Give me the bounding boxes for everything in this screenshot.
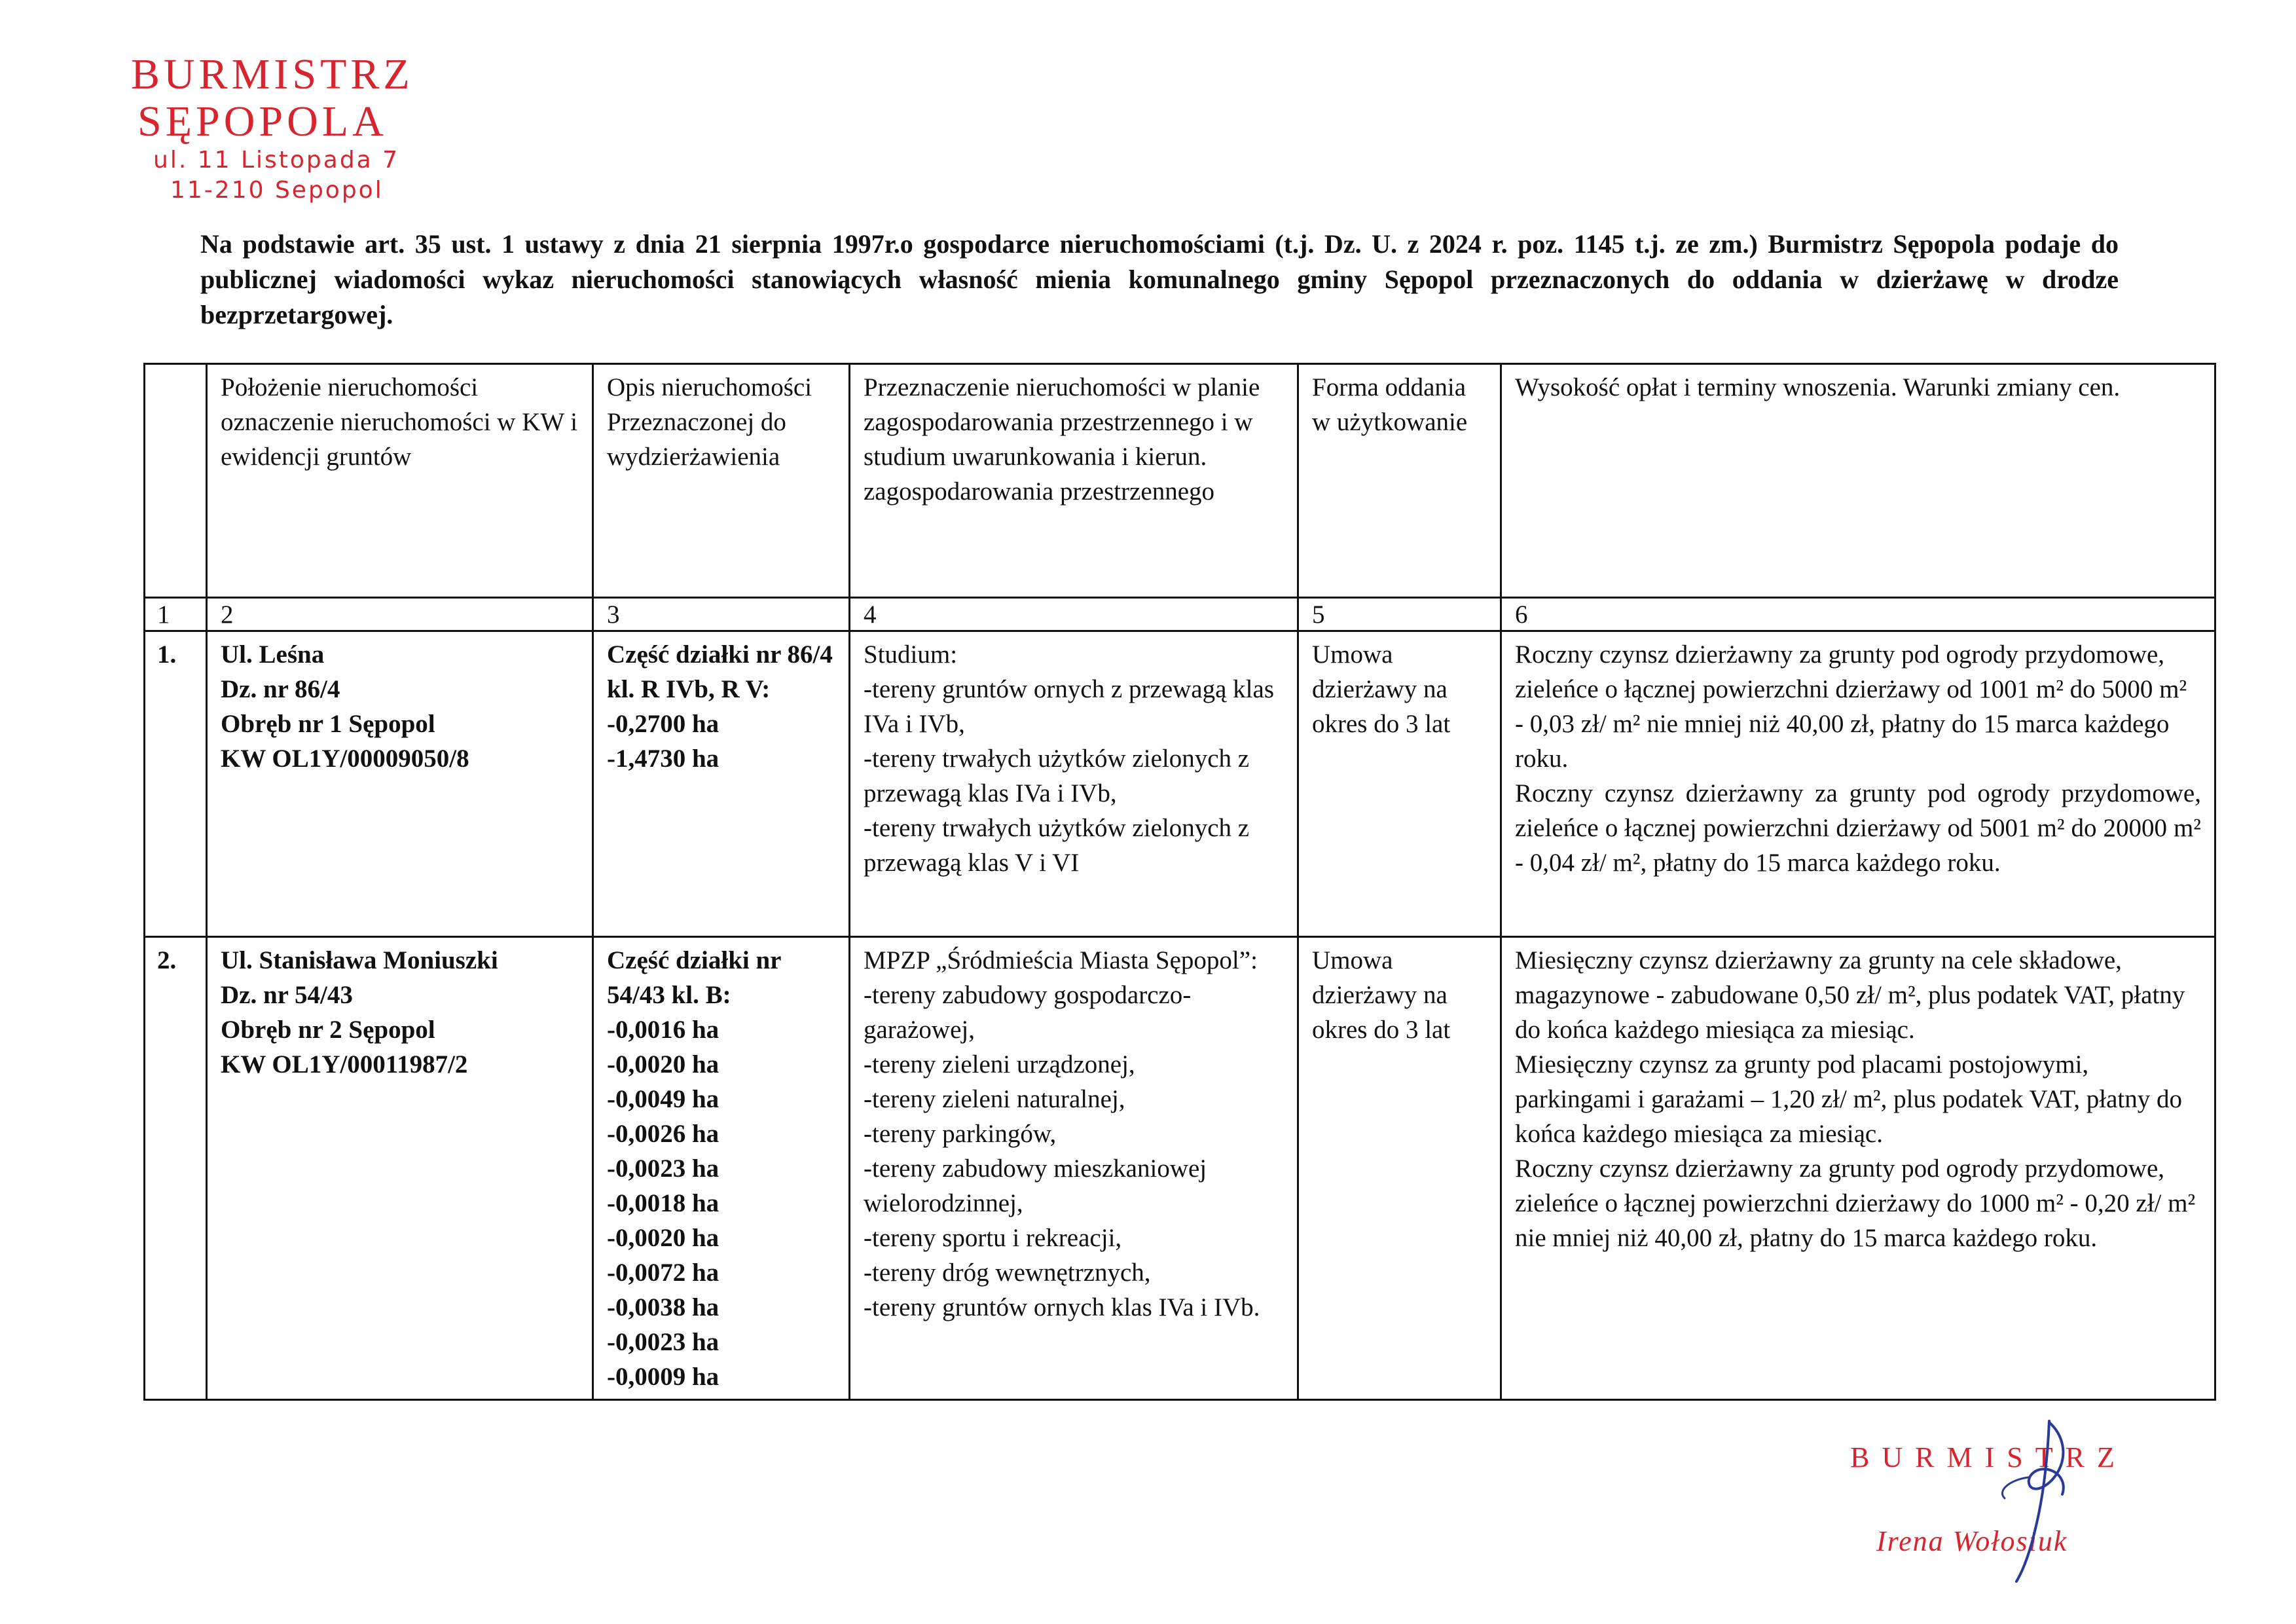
row-number: 1. (145, 631, 207, 937)
column-number: 6 (1501, 598, 2215, 631)
purpose-heading: MPZP „Śródmieścia Miasta Sępopol”: (864, 946, 1258, 974)
purpose-item: -tereny parkingów, (864, 1120, 1057, 1148)
column-number: 5 (1298, 598, 1501, 631)
form-cell: Umowa dzierżawy na okres do 3 lat (1298, 631, 1501, 937)
area-value: -0,0020 ha (607, 1224, 720, 1252)
description-heading: Część działki nr 86/4 kl. R IVb, R V: (607, 640, 833, 703)
handwritten-signature (1971, 1414, 2088, 1585)
stamp-street-address: ul. 11 Listopada 7 (153, 147, 400, 174)
stamp-town-name: SĘPOPOLA (137, 98, 388, 145)
purpose-heading: Studium: (864, 640, 958, 669)
header-cell-fees: Wysokość opłat i terminy wnoszenia. Warunki zmiany cen. (1501, 364, 2215, 598)
area-value: -0,0016 ha (607, 1016, 720, 1044)
description-heading: Część działki nr 54/43 kl. B: (607, 946, 781, 1009)
location-parcel: Dz. nr 86/4 (221, 675, 340, 703)
fee-paragraph: Roczny czynsz dzierżawny za grunty pod ogrody przydomowe, zieleńce o łącznej powierzchni dzierżawy do 1000 m² - 0,20 zł/ m² nie mniej niż 40,00 zł, płatny do 15 marca każdego roku. (1515, 1154, 2196, 1252)
area-value: -0,2700 ha (607, 710, 720, 738)
purpose-item: -tereny zabudowy gospodarczo-garażowej, (864, 981, 1192, 1044)
purpose-item: -tereny dróg wewnętrznych, (864, 1259, 1151, 1287)
header-cell-form: Forma oddania w użytkowanie (1298, 364, 1501, 598)
row-number: 2. (145, 937, 207, 1400)
intro-paragraph: Na podstawie art. 35 ust. 1 ustawy z dnia 21 sierpnia 1997r.o gospodarce nieruchomościami (t.j. Dz. U. z 2024 r. poz. 1145 t.j. ze zm.) Burmistrz Sępopola podaje do publicznej wiadomości wykaz nieruchomości stanowiących własność mienia komunalnego gminy Sępopol przeznaczonych do oddania w dzierżawę w drodze bezprzetargowej. (200, 229, 2119, 329)
fees-cell (1501, 937, 2215, 1400)
location-precinct: Obręb nr 2 Sępopol (221, 1016, 435, 1044)
form-cell: Umowa dzierżawy na okres do 3 lat (1298, 937, 1501, 1400)
location-cell (207, 937, 593, 1400)
fee-paragraph: Roczny czynsz dzierżawny za grunty pod ogrody przydomowe, zieleńce o łącznej powierzchni dzierżawy od 1001 m² do 5000 m² - 0,03 zł/ m² nie mniej niż 40,00 zł, płatny do 15 marca każdego roku. (1515, 640, 2187, 773)
fee-paragraph: Roczny czynsz dzierżawny za grunty pod ogrody przydomowe, zieleńce o łącznej powierzchni dzierżawy od 5001 m² do 20000 m² - 0,04 zł/ m², płatny do 15 marca każdego roku. (1515, 779, 2201, 877)
purpose-item: -tereny zabudowy mieszkaniowej wielorodzinnej, (864, 1154, 1207, 1217)
location-street: Ul. Stanisława Moniuszki (221, 946, 498, 974)
column-number: 1 (145, 598, 207, 631)
header-stamp (131, 51, 498, 206)
stamp-office-title: BURMISTRZ (131, 50, 414, 98)
area-value: -0,0072 ha (607, 1259, 720, 1287)
area-value: -0,0009 ha (607, 1363, 720, 1391)
location-precinct: Obręb nr 1 Sępopol (221, 710, 435, 738)
area-value: -0,0023 ha (607, 1328, 720, 1356)
header-cell-lp (145, 364, 207, 598)
purpose-item: -tereny sportu i rekreacji, (864, 1224, 1122, 1252)
column-number-row (145, 598, 2215, 631)
signature-stamp-name: Irena Wołosiuk (1876, 1525, 2068, 1557)
area-value: -0,0020 ha (607, 1050, 720, 1079)
table-row (145, 631, 2215, 937)
description-cell (593, 631, 850, 937)
purpose-cell (850, 937, 1298, 1400)
area-value: -0,0026 ha (607, 1120, 720, 1148)
location-land-register: KW OL1Y/00011987/2 (221, 1050, 468, 1079)
location-cell (207, 631, 593, 937)
purpose-cell (850, 631, 1298, 937)
area-value: -0,0038 ha (607, 1293, 720, 1321)
location-parcel: Dz. nr 54/43 (221, 981, 353, 1009)
fees-cell (1501, 631, 2215, 937)
purpose-item: -tereny zieleni urządzonej, (864, 1050, 1135, 1079)
column-number: 2 (207, 598, 593, 631)
fee-paragraph: Miesięczny czynsz za grunty pod placami postojowymi, parkingami i garażami – 1,20 zł/ m², plus podatek VAT, płatny do końca każdego miesiąca za miesiąc. (1515, 1050, 2183, 1148)
purpose-item: -tereny trwałych użytków zielonych z przewagą klas V i VI (864, 814, 1250, 877)
purpose-item: -tereny trwałych użytków zielonych z przewagą klas IVa i IVb, (864, 745, 1250, 807)
location-land-register: KW OL1Y/00009050/8 (221, 745, 469, 773)
property-list-table (143, 363, 2216, 1401)
area-value: -0,0023 ha (607, 1154, 720, 1183)
area-value: -0,0018 ha (607, 1189, 720, 1217)
purpose-item: -tereny zieleni naturalnej, (864, 1085, 1125, 1113)
table-row (145, 937, 2215, 1400)
signature-stamp-title: BURMISTRZ (1850, 1441, 2127, 1473)
area-value: -1,4730 ha (607, 745, 720, 773)
header-cell-description: Opis nieruchomości Przeznaczonej do wydzierżawienia (593, 364, 850, 598)
area-value: -0,0049 ha (607, 1085, 720, 1113)
purpose-item: -tereny gruntów ornych klas IVa i IVb. (864, 1293, 1260, 1321)
column-number: 3 (593, 598, 850, 631)
header-cell-purpose: Przeznaczenie nieruchomości w planie zagospodarowania przestrzennego i w studium uwarunkowania i kierun. zagospodarowania przestrzennego (850, 364, 1298, 598)
purpose-item: -tereny gruntów ornych z przewagą klas IVa i IVb, (864, 675, 1274, 738)
fee-paragraph: Miesięczny czynsz dzierżawny za grunty na cele składowe, magazynowe - zabudowane 0,50 zł/ m², plus podatek VAT, płatny do końca każdego miesiąca za miesiąc. (1515, 946, 2185, 1044)
description-cell (593, 937, 850, 1400)
location-street: Ul. Leśna (221, 640, 325, 669)
stamp-postal-address: 11-210 Sepopol (170, 177, 384, 204)
column-number: 4 (850, 598, 1298, 631)
header-cell-location: Położenie nieruchomości oznaczenie nieruchomości w KW i ewidencji gruntów (207, 364, 593, 598)
table-header-row (145, 364, 2215, 598)
